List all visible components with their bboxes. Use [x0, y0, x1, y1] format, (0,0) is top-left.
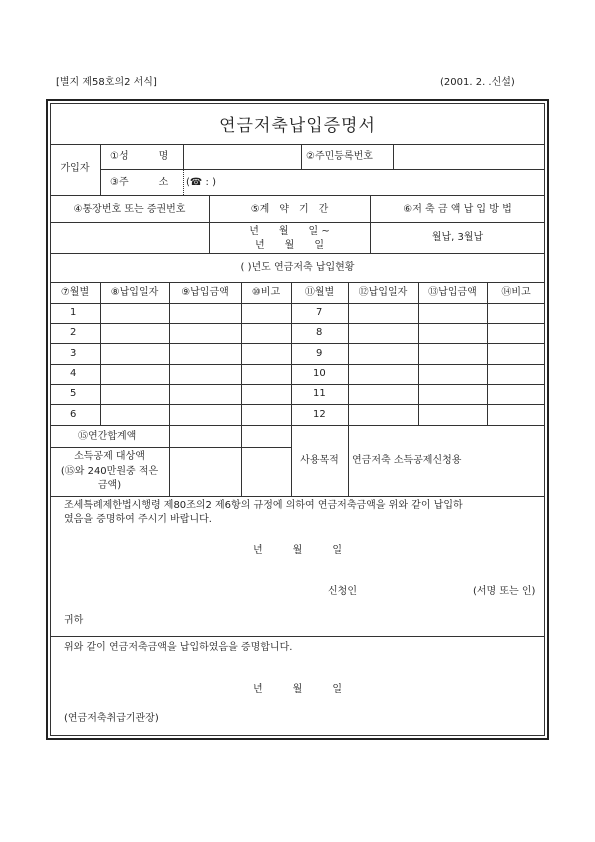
year-status-heading: ( )년도 연금저축 납입현황: [240, 262, 355, 273]
month-cell: 6: [70, 409, 77, 420]
month-cell: 2: [70, 327, 77, 338]
period-start: 년 월 일 ~: [249, 226, 330, 237]
header-payment-amount-right: ⑬납입금액: [428, 287, 477, 298]
month-cell: 11: [313, 388, 326, 399]
form-number: [별지 제58호의2 서식]: [56, 77, 157, 88]
header-payment-date-right: ⑫납입일자: [358, 287, 408, 298]
form-title: 연금저축납입증명서: [219, 116, 376, 136]
certification-date: 년 월 일: [253, 684, 342, 695]
month-cell: 12: [313, 409, 326, 420]
header-payment-amount-left: ⑨납입금액: [181, 287, 229, 298]
revision-note: (2001. 2. .신설): [440, 77, 515, 88]
month-cell: 1: [70, 307, 77, 318]
account-number-label: ④통장번호 또는 증권번호: [73, 204, 186, 215]
subscriber-label: 가입자: [60, 163, 90, 174]
payment-method-label: ⑥저 축 금 액 납 입 방 법: [403, 204, 512, 215]
annual-total-field[interactable]: [170, 426, 240, 446]
header-month-right: ⑪월별: [304, 287, 335, 298]
deduction-label: 소득공제 대상액: [74, 451, 145, 462]
name-label: ①성 명: [110, 151, 169, 162]
request-text-line1: 조세특례제한법시행령 제80조의2 제6항의 규정에 의하여 연금저축금액을 위와 같이 납입하: [64, 500, 463, 511]
issuer-label: (연금저축취급기관장): [64, 713, 159, 724]
header-remark-right: ⑭비고: [501, 287, 531, 298]
request-date: 년 월 일: [253, 545, 342, 556]
header-month-left: ⑦월별: [60, 287, 90, 298]
purpose-label: 사용목적: [300, 455, 339, 466]
purpose-value: 연금저축 소득공제신청용: [352, 455, 462, 466]
month-cell: 5: [70, 388, 77, 399]
certification-text: 위와 같이 연금저축금액을 납입하였음을 증명합니다.: [64, 642, 293, 653]
recipient-label: 귀하: [64, 615, 84, 626]
rrn-label: ②주민등록번호: [306, 151, 373, 162]
deduction-field[interactable]: [170, 448, 240, 495]
address-label: ③주 소: [110, 177, 169, 188]
request-text-line2: 였음을 증명하여 주시기 바랍니다.: [64, 514, 212, 525]
header-payment-date-left: ⑧납입일자: [110, 287, 159, 298]
period-end: 년 월 일: [255, 240, 324, 251]
name-field[interactable]: [184, 145, 300, 168]
applicant-label: 신청인: [328, 586, 357, 597]
rrn-field[interactable]: [394, 145, 544, 168]
month-cell: 9: [316, 348, 323, 359]
deduction-note-end: 금액): [97, 480, 122, 491]
annual-total-label: ⑮연간합계액: [78, 431, 137, 442]
address-field[interactable]: [184, 170, 544, 194]
payment-method-value: 월납, 3월납: [431, 232, 484, 243]
deduction-note: (⑮와 240만원중 적은: [60, 466, 159, 477]
month-cell: 4: [70, 368, 77, 379]
contract-period-label: ⑤계 약 기 간: [250, 204, 329, 215]
signature-label: (서명 또는 인): [473, 586, 536, 597]
account-number-field[interactable]: [51, 223, 208, 252]
month-cell: 7: [316, 307, 323, 318]
month-cell: 3: [70, 348, 77, 359]
header-remark-left: ⑩비고: [251, 287, 281, 298]
month-cell: 8: [316, 327, 323, 338]
phone-label: (☎ : ): [186, 177, 216, 188]
month-cell: 10: [313, 368, 326, 379]
